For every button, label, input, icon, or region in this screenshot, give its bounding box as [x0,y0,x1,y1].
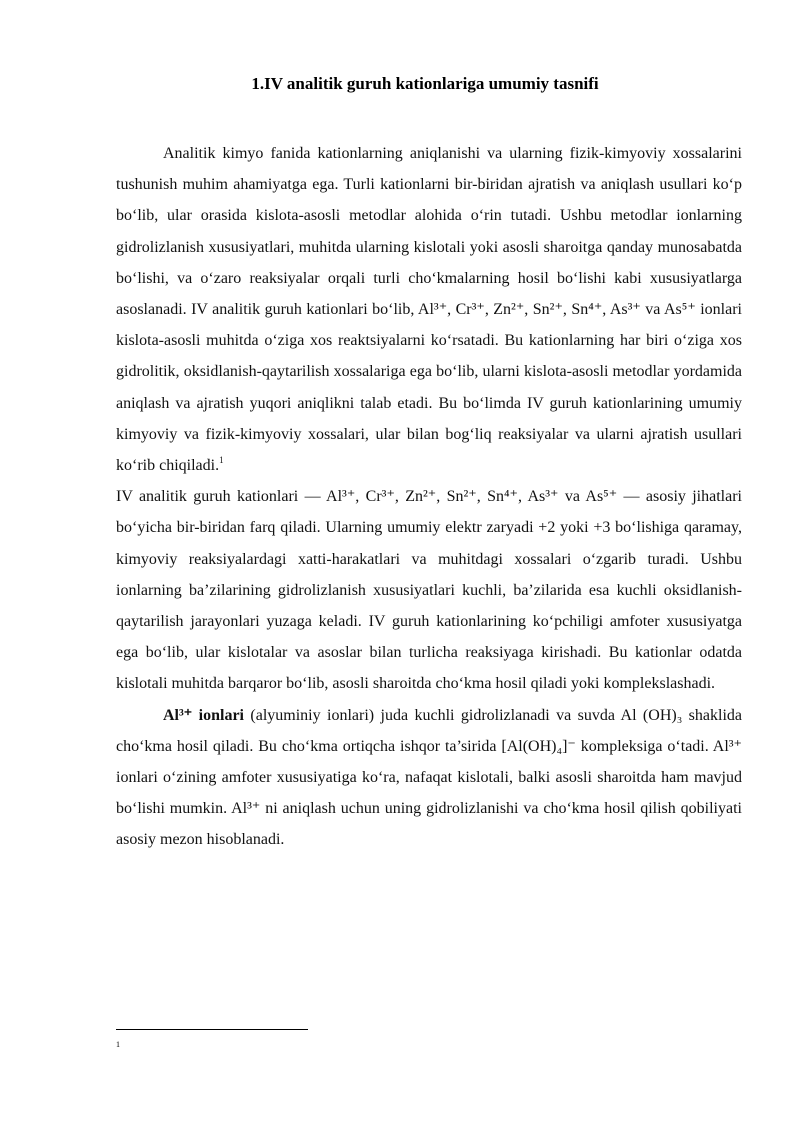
paragraph-intro [116,138,742,481]
footnote-divider [116,1029,308,1030]
footnote-reference[interactable]: 1 [219,455,224,466]
paragraph-intro-text: Analitik kimyo fanida kationlarning aniqlanishi va ularning fizik-kimyoviy xossalarini tushunish muhim ahamiyatga ega. Turli kationlarni bir-biridan ajratish va aniqlash usullari ko‘p bo‘lib, ular orasida kislota-asosli metodlar alohida o‘rin tutadi. Ushbu metodlar ionlarning gidrolizlanish xususiyatlari, muhitda ularning kislotali yoki asosli sharoitga qanday munosabatda bo‘lishi, va o‘zaro reaksiyalar orqali turli cho‘kmalarning hosil bo‘lishi kabi xususiyatlarga asoslanadi. IV analitik guruh kationlari bo‘lib, Al³⁺, Cr³⁺, Zn²⁺, Sn²⁺, Sn⁴⁺, As³⁺ va As⁵⁺ ionlari kislota-asosli muhitda o‘ziga xos reaktsiyalarni ko‘rsatadi. Bu kationlarning har biri o‘ziga xos gidrolitik, oksidlanish-qaytarilish xossalariga ega bo‘lib, ularni kislota-asosli metodlar yordamida aniqlash va ajratish yuqori aniqlikni talab etadi. Bu bo‘limda IV guruh kationlarining umumiy kimyoviy va fizik-kimyoviy xossalari, ular bilan bog‘liq reaksiyalar va ularni ajratish usullari ko‘rib chiqiladi. [116,145,742,475]
section-title: 1.IV analitik guruh kationlariga umumiy tasnifi [251,74,599,93]
paragraph-aluminium-text: (alyuminiy ionlari) juda kuchli gidrolizlanadi va suvda Al (OH)₃ shaklida cho‘kma hosil qiladi. Bu cho‘kma ortiqcha ishqor ta’sirida [Al(OH)₄]⁻ kompleksiga o‘tadi. Al³⁺ ionlari o‘zining amfoter xususiyatiga ko‘ra, nafaqat kislotali, balki asosli sharoitda ham mavjud bo‘lishi mumkin. Al³⁺ ni aniqlash uchun uning gidrolizlanishi va cho‘kma hosil qilish qobiliyati asosiy mezon hisoblanadi. [116,706,743,849]
paragraph-cations-overview: IV analitik guruh kationlari — Al³⁺, Cr³⁺, Zn²⁺, Sn²⁺, Sn⁴⁺, As³⁺ va As⁵⁺ — asosiy jihatlari bo‘yicha bir-biridan farq qiladi. Ularning umumiy elektr zaryadi +2 yoki +3 bo‘lishiga qaramay, kimyoviy reaksiyalardagi xatti-harakatlari va muhitdagi xossalari o‘zgarib turadi. Ushbu ionlarning ba’zilarining gidrolizlanish xususiyatlari kuchli, ba’zilarida esa kuchli oksidlanish-qaytarilish jarayonlari yuzaga keladi. IV guruh kationlarining ko‘pchiligi amfoter xususiyatga ega bo‘lib, ular kislotalar va asoslar bilan turlicha reaksiyaga kirishadi. Bu kationlar odatda kislotali muhitda barqaror bo‘lib, asosli sharoitda cho‘kma hosil qiladi yoki komplekslashadi. [116,488,742,693]
paragraph-aluminium [116,700,742,856]
aluminium-heading: Al³⁺ ionlari [163,706,244,724]
body-text [116,138,742,856]
footnote-mark: 1 [116,1040,120,1049]
